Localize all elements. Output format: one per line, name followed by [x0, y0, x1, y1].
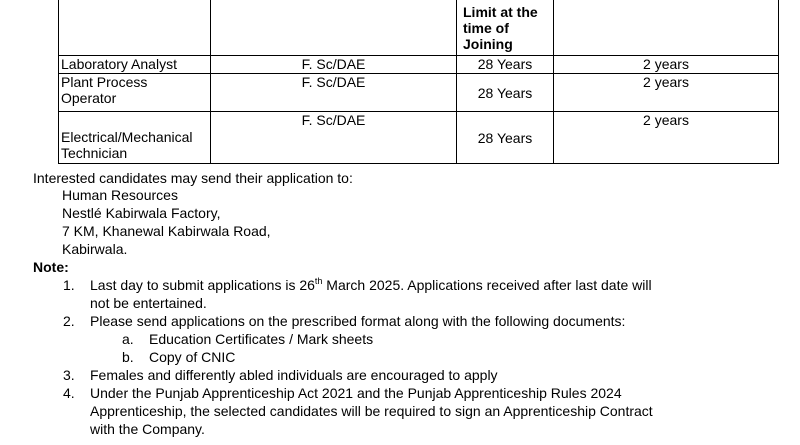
header-age-line: Limit at the: [463, 4, 538, 20]
header-age-line: Joining: [463, 36, 513, 52]
age-cell: 28 Years: [457, 74, 554, 112]
qualification-cell: F. Sc/DAE: [211, 56, 457, 74]
address-line: 7 KM, Khanewal Kabirwala Road,: [62, 223, 271, 239]
age-cell: 28 Years: [457, 112, 554, 164]
table-row: [59, 112, 779, 164]
sub-item-letter: b.: [122, 349, 134, 365]
header-experience-cell: [554, 0, 779, 56]
header-qualification-cell: [211, 0, 457, 56]
note-item-4-line: with the Company.: [90, 421, 205, 437]
experience-cell: 2 years: [554, 56, 779, 74]
note-item-1: Last day to submit applications is 26th March 2025. Applications received after last date will: [90, 276, 652, 293]
header-age-line: time of: [463, 20, 509, 36]
note-item-number: 3.: [63, 367, 75, 383]
note-item-4-line: Under the Punjab Apprenticeship Act 2021 and the Punjab Apprenticeship Rules 2024: [90, 385, 622, 401]
address-intro: Interested candidates may send their application to:: [33, 170, 353, 186]
note-item-3: Females and differently abled individuals are encouraged to apply: [90, 367, 498, 383]
header-age-cell: [457, 0, 554, 56]
header-position-cell: [59, 0, 211, 56]
sub-item-letter: a.: [122, 331, 134, 347]
note-item-2: Please send applications on the prescribed format along with the following documents:: [90, 313, 626, 329]
note-item-number: 2.: [63, 313, 75, 329]
address-line: Nestlé Kabirwala Factory,: [62, 205, 221, 221]
qualification-cell: F. Sc/DAE: [211, 74, 457, 112]
positions-table: [58, 0, 779, 164]
note-item-number: 1.: [63, 277, 75, 293]
table-row: [59, 74, 779, 112]
address-line: Kabirwala.: [62, 241, 128, 257]
position-cell: Electrical/Mechanical Technician: [59, 112, 211, 164]
age-cell: 28 Years: [457, 56, 554, 74]
sub-item-b: Copy of CNIC: [149, 349, 236, 365]
sub-item-a: Education Certificates / Mark sheets: [149, 331, 374, 347]
note-item-number: 4.: [63, 385, 75, 401]
note-item-4-line: Apprenticeship, the selected candidates will be required to sign an Apprenticeship Contract: [90, 403, 653, 419]
experience-cell: 2 years: [554, 112, 779, 164]
address-line: Human Resources: [62, 187, 178, 203]
note-item-1-continued: not be entertained.: [90, 295, 207, 311]
experience-cell: 2 years: [554, 74, 779, 112]
qualification-cell: F. Sc/DAE: [211, 112, 457, 164]
table-row: [59, 56, 779, 74]
table-header-row: [59, 0, 779, 56]
note-heading: Note:: [33, 259, 69, 275]
position-cell: Plant Process Operator: [59, 74, 211, 112]
position-cell: Laboratory Analyst: [59, 56, 211, 74]
